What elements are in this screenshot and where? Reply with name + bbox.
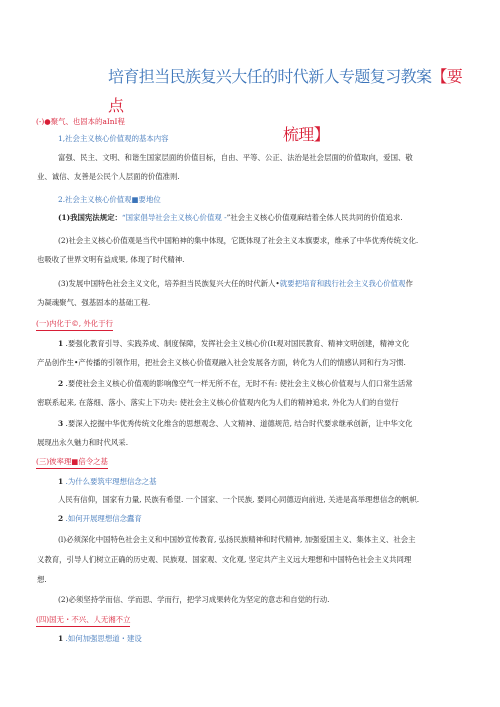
subsection-4-1-heading: 1 .如何加强思想道・建设	[58, 634, 142, 643]
paragraph-line: 密联系起来, 在落细、落小、落实上下功夫: 使社会主义核心价值观内化为人们的精神追求, 外化为人们的自觉行	[37, 398, 399, 407]
paragraph-line: (2)必须坚持学而信、学而思、学而行，把学习成果转化为坚定的意志和自觉的行动.	[58, 595, 330, 604]
paragraph-line: (2)社会主义核心价值观是当代中国粕神的集中体现，它既体现了社会主义本旗要求，维承了中华优秀传统文化.	[58, 236, 419, 245]
subsection-3-1-heading: 1 .为什么要筑牢理想信念之基	[58, 477, 157, 486]
section-1-heading: (-)●聚气、也固本的aInI程	[36, 117, 125, 126]
title-main: 培育担当民族复兴大任的时代新人专题复习教案	[108, 67, 432, 86]
paragraph-line: 也吸收了世界文明有益成果, 体现了时代精神.	[37, 255, 185, 264]
paragraph-line: (1)我国宪法规定：“国家倡导社会主义核心价值观 -”社会主义核心价值观麻结着全体人民共同的价值追求.	[58, 213, 403, 222]
paragraph-line: 2 .要使社会主义核心价值观的影响像空气一样无所不在，无时不有: 使社会主义核心价值观与人们口常生活常	[58, 379, 413, 388]
subsection-3-2-heading: 2 .如何开展理想信念蠹育	[58, 514, 142, 523]
section-4-heading: (四)国无・不兴、人无湘不立	[36, 615, 130, 627]
paragraph-line: 1 .要强化教育引导、实践养成、制度保障，发挥社会主义核心价(It观对国民教育、精神文明创建，精神文化	[58, 339, 410, 348]
section-2-heading: (一)内化于©, 外化于行	[36, 319, 113, 331]
paragraph-line: 义教育，引导人们树立正确的历史观、民族观、国家观、文化观, 坚定共产主义远大理想和中国特色社会主义共同理	[37, 555, 412, 564]
paragraph-line: 富强、民主、文明、和谐生国家层面的价值目标，自由、平等、公正、法治是社会层面的价值取向，爱国、敬	[58, 153, 413, 162]
paragraph-line: 展现出永久魅力和时代风采.	[37, 438, 129, 447]
paragraph-line: 为凝魂聚气、强基固本的基础工程.	[37, 298, 151, 307]
paragraph-line: 人民有信仰，国家有力量, 民族有希望. 一个国家、一个民族, 要同心同德迈向前进, 关进是高举理想信念的帆帜.	[58, 495, 420, 504]
paragraph-line: 想.	[37, 575, 47, 584]
subsection-1-1-heading: 1,社会主义核心价值观的基本内容	[58, 134, 169, 143]
paragraph-line: 3 .要深入挖掘中华优秀传统文化维含的思想观念、人文精神、道德规范, 结合时代要求继承创新，让中华文化	[58, 419, 413, 428]
title-accent-1: 【要点	[108, 67, 463, 115]
section-3-heading: (三)彼率理■倍令之基	[36, 457, 108, 469]
title-accent-2: 梳理】	[282, 125, 330, 144]
paragraph-line: 产品创作生•产传播的引领作用，把社会主义核心价值观融入社会发展各方面，转化为人们的情感认同和行为习惯.	[37, 358, 406, 367]
paragraph-line: (l)必须深化中国特色社会主义和中国妙宣传教育, 弘扬民族精神和时代精神, 加强爱国主义、集体主义、社会主	[58, 535, 416, 544]
paragraph-line: 业、诚信、友善是公民个人层面的价值准则.	[37, 172, 180, 181]
subsection-1-2-heading: 2.社会主义核心价值观■要地位	[58, 195, 161, 204]
paragraph-line: (3)发展中国特色社会主义文化，培养担当民族复兴大任的时代新人•就要把培育和践行社会主义我心价值观作	[58, 279, 413, 288]
